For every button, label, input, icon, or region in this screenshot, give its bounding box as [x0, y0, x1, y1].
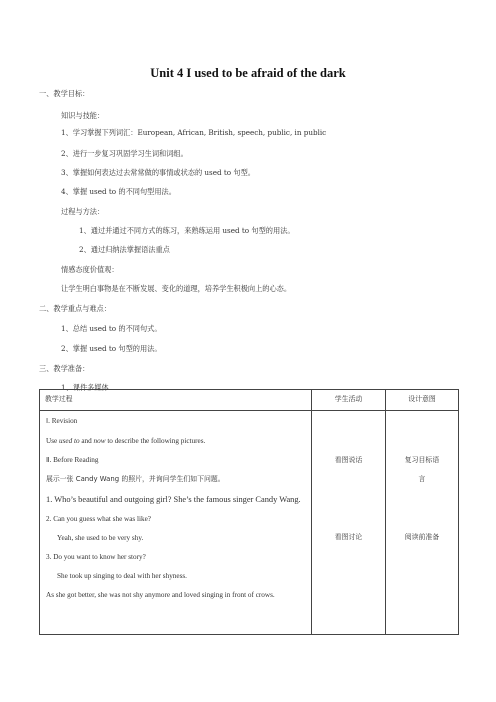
- activity-2: 看图讨论: [334, 533, 363, 541]
- objective-item-4: 4、掌握 used to 的不同句型用法。: [61, 187, 176, 196]
- objective-item-3: 3、掌握如何表达过去常常做的事情或状态的 used to 句型。: [61, 168, 255, 177]
- revision-heading: Ⅰ. Revision: [46, 417, 78, 425]
- activity-1: 看图说话: [334, 456, 363, 464]
- section-key-points-heading: 二、教学重点与难点：: [39, 304, 111, 313]
- section-objectives-heading: 一、教学目标：: [39, 89, 90, 98]
- table-header-row: [40, 390, 459, 411]
- process-method-label: 过程与方法：: [61, 207, 105, 216]
- key-point-1: 1、总结 used to 的不同句式。: [61, 324, 162, 333]
- knowledge-skills-label: 知识与技能：: [61, 111, 105, 120]
- intent-cell: [386, 411, 459, 635]
- process-item-1: 1、通过并通过不同方式的练习，来熟练运用 used to 句型的用法。: [79, 226, 295, 235]
- process-cell: [40, 411, 312, 635]
- table-row: [40, 411, 459, 635]
- preparation-item-1: 1、课件多媒体: [61, 383, 109, 392]
- document-title: Unit 4 I used to be afraid of the dark: [150, 66, 346, 80]
- question-3: 3. Do you want to know her story?: [46, 553, 146, 561]
- section-preparation-heading: 三、教学准备：: [39, 364, 90, 373]
- show-photo-text: 展示一张 Candy Wang 的照片，并询问学生们如下问题。: [46, 475, 225, 483]
- question-2: 2. Can you guess what she was like?: [46, 515, 151, 523]
- header-cell-process: 教学过程: [40, 390, 312, 411]
- header-cell-intent: 设计意图: [386, 390, 459, 411]
- intent-1: 复习目标语: [404, 456, 440, 464]
- objective-item-2: 2、进行一步复习巩固学习生词和词组。: [61, 149, 188, 158]
- emotion-item: 让学生明白事物是在不断发展、变化的道理，培养学生积极向上的心态。: [61, 284, 292, 293]
- intent-1-continued: 言: [418, 475, 426, 483]
- revision-instruction: Use used to and now to describe the following pictures.: [46, 437, 206, 445]
- answer-3-continued: As she got better, she was not shy anymore and loved singing in front of crows.: [46, 591, 275, 599]
- answer-3: She took up singing to deal with her shyness.: [57, 572, 187, 580]
- answer-2: Yeah, she used to be very shy.: [57, 534, 144, 542]
- activity-cell: [312, 411, 386, 635]
- objective-item-1: 1、学习掌握下列词汇：European, African, British, speech, public, in public: [61, 128, 327, 137]
- header-cell-activity: 学生活动: [312, 390, 386, 411]
- key-point-2: 2、掌握 used to 句型的用法。: [61, 344, 162, 353]
- teaching-process-table: [39, 389, 459, 635]
- process-item-2: 2、通过归纳法掌握语法重点: [79, 245, 170, 254]
- question-1: 1. Who’s beautiful and outgoing girl? She’s the famous singer Candy Wang.: [46, 495, 301, 504]
- intent-2: 阅读前准备: [404, 533, 440, 541]
- before-reading-heading: Ⅱ. Before Reading: [46, 456, 99, 464]
- emotion-values-label: 情感态度价值观：: [61, 265, 119, 274]
